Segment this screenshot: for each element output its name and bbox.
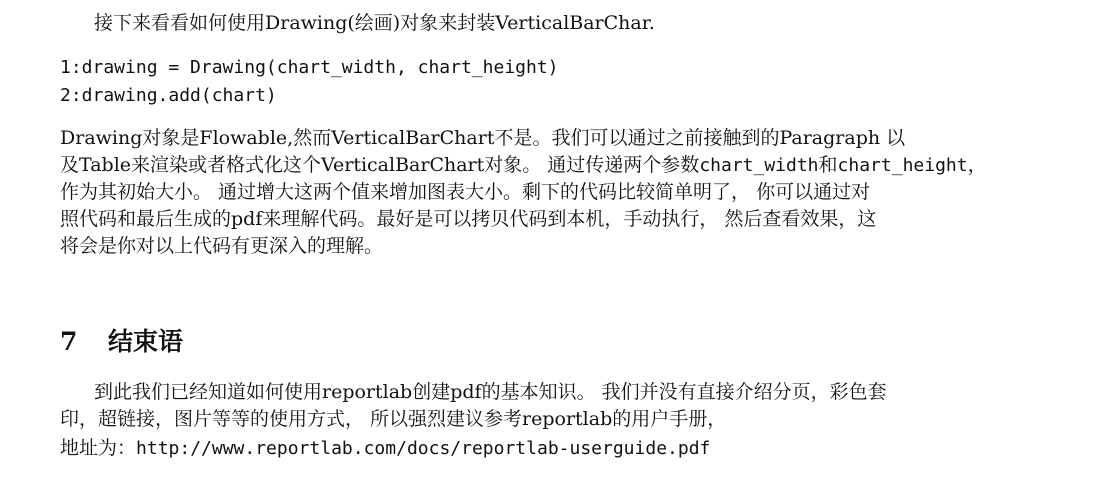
- userguide-link[interactable]: http://www.reportlab.com/docs/reportlab-userguide.pdf: [136, 438, 711, 459]
- explanation-line-2: [60, 153, 987, 178]
- explanation-line-5: 将会是你对以上代码有更深入的理解。: [60, 235, 384, 257]
- explanation-line-1: Drawing对象是Flowable,然而VerticalBarChart不是。我们可以通过之前接触到的Paragraph 以: [60, 127, 906, 149]
- code-line-1: 1:drawing = Drawing(chart_width, chart_height): [60, 57, 559, 78]
- explanation-line-2-text: 及Table来渲染或者格式化这个VerticalBarChart对象。 通过传递两个参数: [60, 154, 700, 176]
- conclusion-line-3: [60, 436, 710, 461]
- conclusion-line-2: 印，超链接，图片等等的使用方式， 所以强烈建议参考reportlab的用户手册，: [60, 408, 727, 430]
- section-title: 结束语: [108, 327, 184, 356]
- inline-code-chart-width: chart_width: [699, 155, 819, 176]
- section-heading: [60, 326, 183, 358]
- inline-code-chart-height: chart_height: [837, 155, 968, 176]
- section-number: 7: [60, 327, 78, 356]
- conclusion-line-1: 到此我们已经知道如何使用reportlab创建pdf的基本知识。 我们并没有直接介绍分页，彩色套: [94, 381, 887, 403]
- explanation-line-3: 作为其初始大小。 通过增大这两个值来增加图表大小。剩下的代码比较简单明了， 你可以通过对: [60, 181, 871, 203]
- explanation-line-4: 照代码和最后生成的pdf来理解代码。最好是可以拷贝代码到本机，手动执行， 然后查看效果，这: [60, 208, 877, 230]
- intro-paragraph: 接下来看看如何使用Drawing(绘画)对象来封装VerticalBarChar.: [94, 12, 655, 34]
- code-line-2: 2:drawing.add(chart): [60, 85, 277, 106]
- address-label: 地址为：: [60, 437, 137, 459]
- explanation-line-2-and: 和: [818, 154, 838, 176]
- explanation-line-2-comma: ，: [967, 154, 987, 176]
